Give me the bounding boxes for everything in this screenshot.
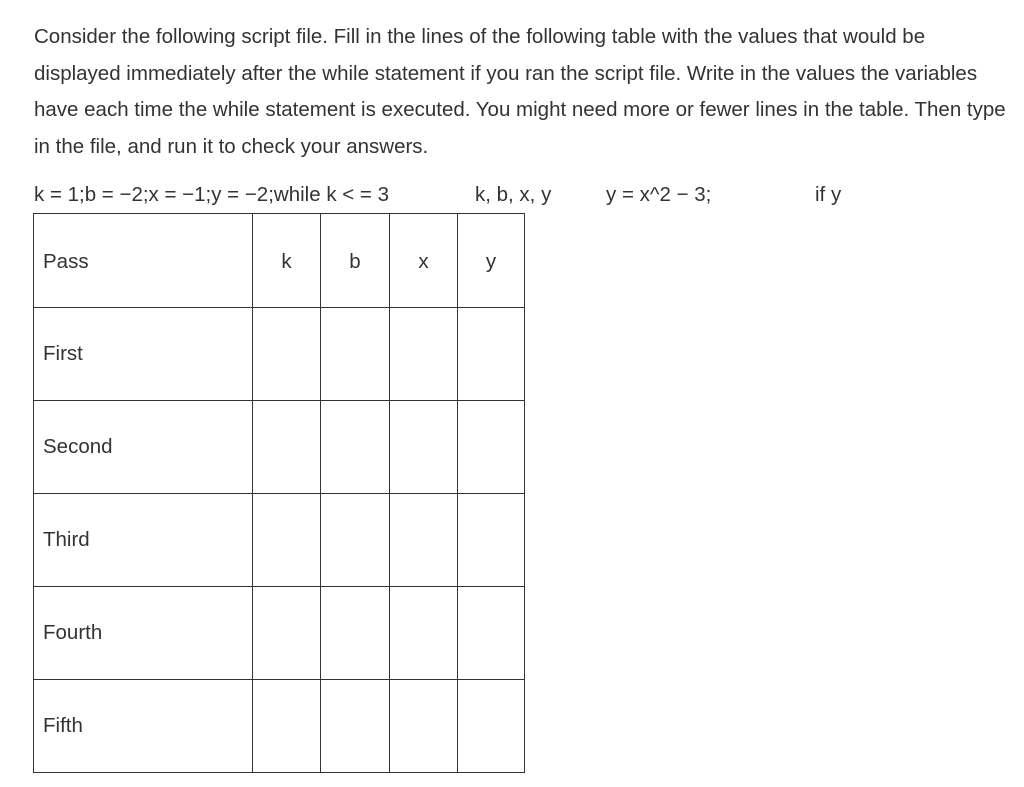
cell-y[interactable] <box>458 308 525 401</box>
row-label: Second <box>34 401 253 494</box>
cell-y[interactable] <box>458 587 525 680</box>
table-row <box>34 680 525 773</box>
header-k: k <box>253 214 321 308</box>
cell-b[interactable] <box>321 680 390 773</box>
code-fragment-init-while: k = 1;b = −2;x = −1;y = −2;while k < = 3 <box>34 183 389 206</box>
table-row <box>34 494 525 587</box>
header-x: x <box>390 214 458 308</box>
cell-b[interactable] <box>321 308 390 401</box>
cell-x[interactable] <box>390 680 458 773</box>
header-b: b <box>321 214 390 308</box>
cell-k[interactable] <box>253 308 321 401</box>
table-row <box>34 308 525 401</box>
row-label: Fifth <box>34 680 253 773</box>
pass-table <box>33 213 525 773</box>
cell-k[interactable] <box>253 587 321 680</box>
cell-b[interactable] <box>321 494 390 587</box>
cell-y[interactable] <box>458 401 525 494</box>
header-y: y <box>458 214 525 308</box>
cell-x[interactable] <box>390 494 458 587</box>
cell-k[interactable] <box>253 680 321 773</box>
cell-k[interactable] <box>253 494 321 587</box>
table-row <box>34 401 525 494</box>
row-label: Fourth <box>34 587 253 680</box>
code-fragment-if: if y <box>815 183 842 206</box>
cell-y[interactable] <box>458 680 525 773</box>
cell-x[interactable] <box>390 308 458 401</box>
table-header-row <box>34 214 525 308</box>
cell-y[interactable] <box>458 494 525 587</box>
row-label: First <box>34 308 253 401</box>
cell-x[interactable] <box>390 401 458 494</box>
cell-x[interactable] <box>390 587 458 680</box>
cell-b[interactable] <box>321 587 390 680</box>
row-label: Third <box>34 494 253 587</box>
table-row <box>34 587 525 680</box>
code-fragment-assign-y: y = x^2 − 3; <box>606 183 712 206</box>
cell-b[interactable] <box>321 401 390 494</box>
code-fragment-display: k, b, x, y <box>475 183 552 206</box>
question-paragraph: Consider the following script file. Fill in the lines of the following table with the values that would be displayed immediately after the while statement if you ran the script file. Write in the values the variables have each time the while statement is executed. You might need more or fewer lines in the table. Then type in the file, and run it to check your answers. <box>34 25 1006 158</box>
cell-k[interactable] <box>253 401 321 494</box>
header-pass: Pass <box>34 214 253 308</box>
